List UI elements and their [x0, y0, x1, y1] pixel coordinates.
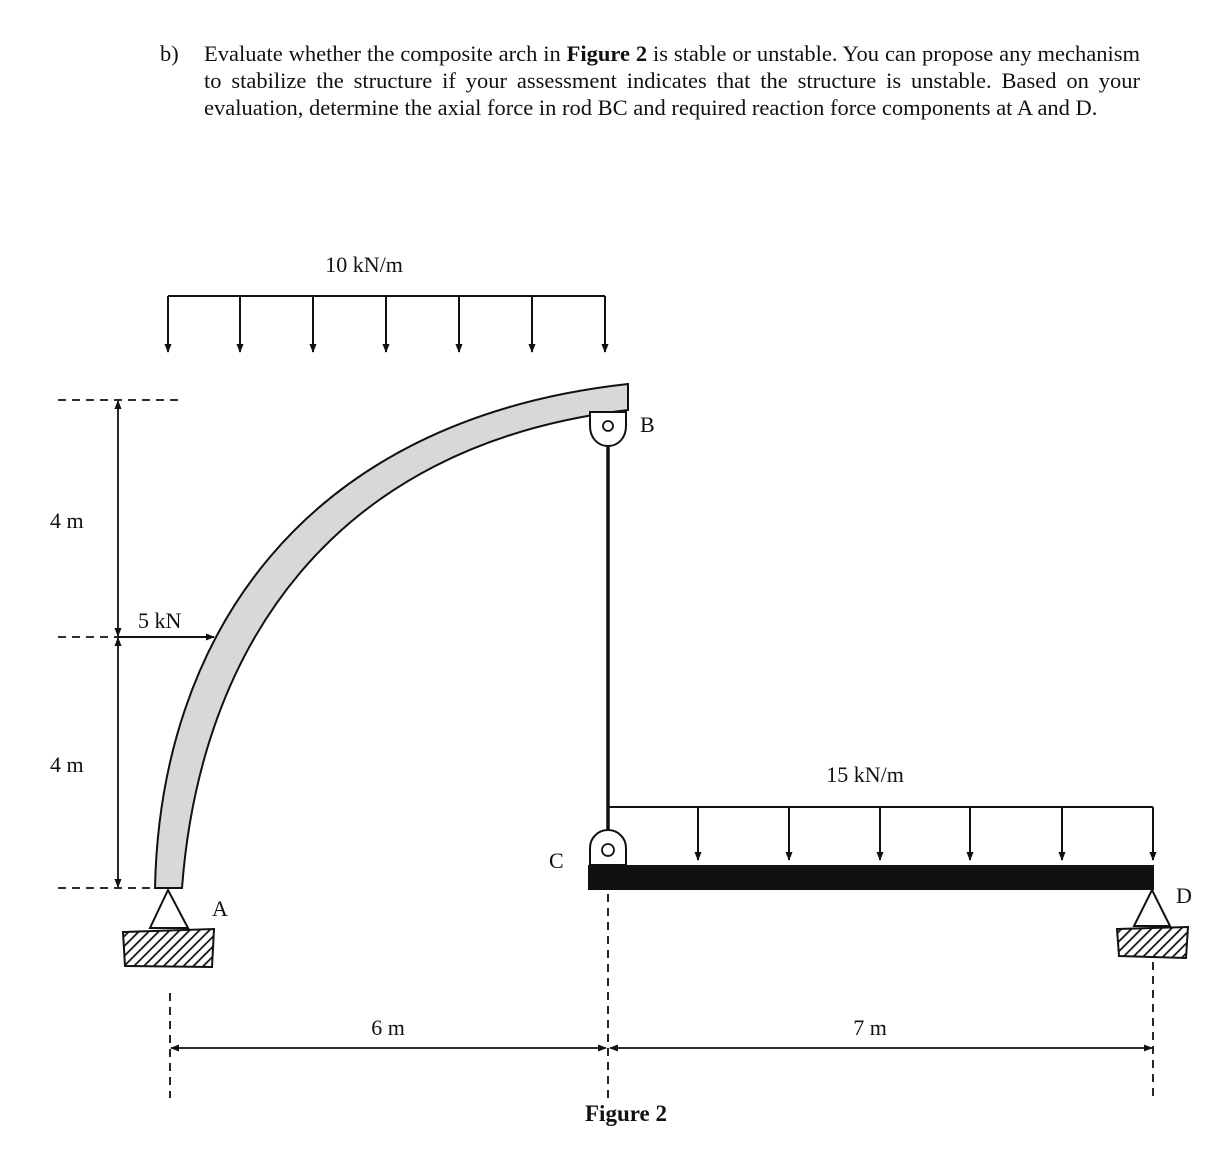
distributed-load-beam — [608, 807, 1153, 860]
lower-height-label: 4 m — [50, 752, 84, 777]
node-label-b: B — [640, 412, 655, 437]
left-span-label: 6 m — [371, 1015, 405, 1040]
horizontal-dimensions — [170, 894, 1153, 1098]
pin-support-a — [123, 890, 214, 967]
node-label-c: C — [549, 848, 564, 873]
node-label-a: A — [212, 896, 228, 921]
question-text-before: Evaluate whether the composite arch in — [204, 41, 567, 66]
question-label: b) — [160, 41, 179, 66]
pin-c — [590, 830, 626, 865]
beam-load-label: 15 kN/m — [826, 762, 904, 787]
figure-reference: Figure 2 — [566, 41, 648, 66]
right-span-label: 7 m — [853, 1015, 887, 1040]
node-label-d: D — [1176, 883, 1192, 908]
pin-b — [590, 412, 626, 446]
beam-cd — [588, 865, 1154, 890]
upper-height-label: 4 m — [50, 508, 84, 533]
distributed-load-arch — [168, 296, 605, 352]
point-load-label: 5 kN — [138, 608, 182, 633]
curved-arch-member — [155, 384, 628, 888]
arch-load-label: 10 kN/m — [325, 252, 403, 277]
question-text-after: is stable or unstable. You can propose any mechanism to stabilize the structure if your assessment indicates that the structure is unstable. Based on your evaluation, determine the axial force in rod BC and required reaction force components at A and D. — [204, 41, 1141, 120]
figure-caption: Figure 2 — [585, 1101, 667, 1126]
